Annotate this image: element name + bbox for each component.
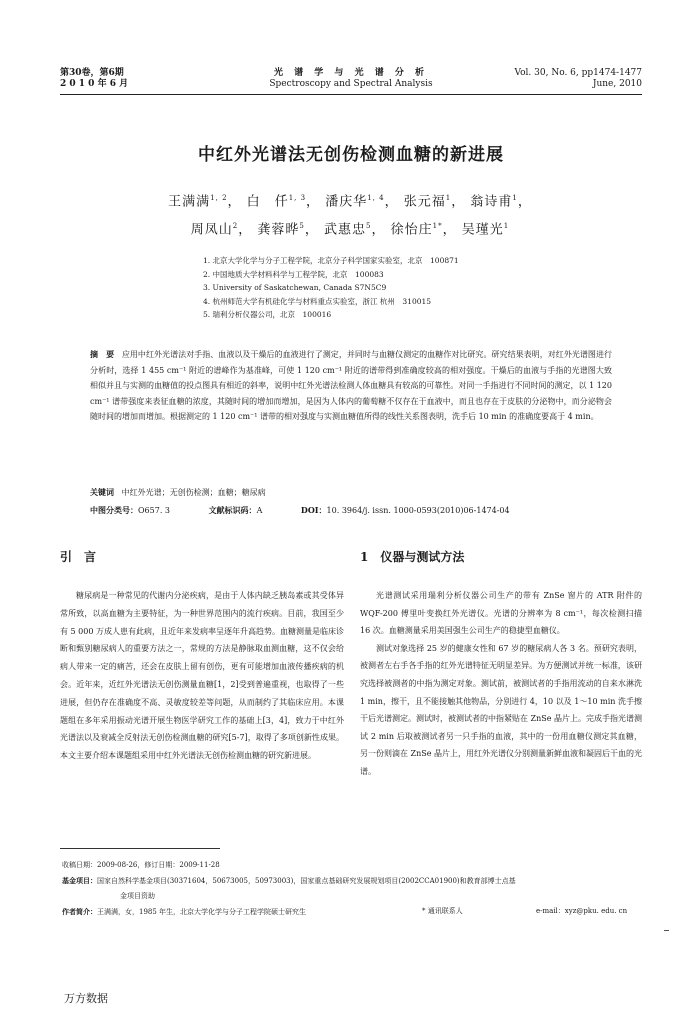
author-affil-mark: 1 (503, 222, 510, 231)
clc-code: O657. 3 (138, 506, 171, 515)
author-name: 徐怡庄 (390, 222, 433, 238)
doc-code: A (256, 506, 263, 515)
intro-paragraph: 糖尿病是一种常见的代谢内分泌疾病，是由于人体内缺乏胰岛素或其受体异常所致，以高血糖为主要特征，为一种世界范围内的流行疾病。目前，我国至少有 5 000 万成人患有此病，且近年来发病率呈逐年升高趋势。血糖测量是临床诊断和甄别糖尿病人的重要方法之一，常规的方法是静脉取血测血糖，这不仅会给病人带来一定的痛苦，还会在皮肤上留有创伤，更有可能增加血液传播疾病的机会。近年来，近红外光谱法无创伤测量血糖[1，2]受到普遍重视，也取得了一些进展，但仍存在准确度不高、灵敏度较差等问题，从而制约了其临床应用。本课题组在多年采用振动光谱开展生物医学研究工作的基础上[3，4]，致力于中红外光谱法以及衰减全反射法无创伤检测血糖的研究[5-7]，取得了多项创新性成果。本文主要介绍本课题组采用中红外光谱法无创伤检测血糖的研究新进展。 (60, 591, 344, 761)
author-name: 吴瑾光 (461, 222, 504, 238)
header-volume-cn: 第30卷，第6期 (60, 68, 124, 78)
methods-paragraph-2: 测试对象选择 25 岁的健康女性和 67 岁的糖尿病人各 3 名。预研究表明，被测者左右手各手指的红外光谱特征无明显差异。为方便测试并统一标准，该研究选择被测者的中指为测定对象。测试前，被测试者的手指用流动的自来水淋洗 1 min，擦干，且不能接触其他物品，分别进行 4，10 以及 1～10 min 洗手擦干后光谱测定。测试时，被测试者的中指紧贴在 ZnSe 晶片上。完成手指光谱测试 2 min 后取被测试者另一只手指的血液，其中的一份用血糖仪测定其血糖，另一份则滴在 ZnSe 晶片上，用红外光谱仪分别测量新鲜血液和凝固后干血的光谱。 (360, 643, 643, 776)
affiliation: 3. University of Saskatchewan, Canada S7N5C9 (203, 283, 387, 293)
affiliation: 5. 瑞利分析仪器公司，北京 100016 (203, 310, 332, 320)
author-name: 武惠忠 (324, 222, 367, 238)
clc-label: 中图分类号： (90, 505, 138, 515)
author-name: 龚蓉晔 (257, 222, 300, 238)
author-name: 翁诗甫 (470, 194, 513, 210)
doc-code-label: 文献标识码： (208, 505, 257, 515)
running-header (60, 68, 642, 92)
header-volume-info (514, 68, 642, 90)
funding-text: 国家自然科学基金项目(30371604，50673005，50973003)，国家重点基础研究发展规划项目(2002CCA01900)和教育部博士点基 (97, 877, 516, 885)
author-affil-mark: 1 (512, 194, 518, 202)
author-line-2: 周凤山$^2$， 龚蓉晔$^5$， 武惠忠$^5$， 徐怡庄$^{1*}$， 吴瑾光$^1$ (190, 222, 510, 238)
affiliation: 2. 中国地质大学材料科学与工程学院，北京 100083 (203, 269, 384, 279)
header-date-cn: 2 0 1 0 年 6 月 (60, 79, 129, 89)
section-heading-methods: 1 仪器与测试方法 (360, 550, 465, 564)
author-list (80, 186, 620, 243)
header-rule (60, 94, 642, 95)
keywords-label: 关键词 (90, 487, 114, 497)
author-name: 白 仟 (246, 194, 289, 210)
doi-value: 10. 3964/j. issn. 1000-0593(2010)06-1474-04 (326, 506, 510, 515)
page-mark (664, 930, 669, 931)
email-address: e-mail：xyz@pku. edu. cn (536, 907, 628, 915)
column-left (60, 548, 344, 765)
footnotes (62, 858, 640, 920)
author-affil-mark: 5 (366, 222, 372, 231)
header-journal-en: Spectroscopy and Spectral Analysis (269, 79, 433, 89)
paper-title: 中红外光谱法无创伤检测血糖的新进展 (198, 145, 504, 165)
author-affil-mark: 1 (445, 194, 452, 202)
doi-label: DOI： (300, 505, 327, 515)
footnote-funding-cont: 金项目资助 (120, 892, 155, 900)
footnote-rule (60, 848, 220, 849)
watermark-text: 万方数据 (64, 992, 108, 1005)
keywords-text: 中红外光谱；无创伤检测；血糖；糖尿病 (121, 488, 266, 497)
author-affil-mark: 1, 4 (367, 194, 385, 202)
author-affil-mark: 1, 3 (288, 194, 307, 202)
author-line-1: 王满满$^{1, 2}$， 白 仟$^{1, 3}$， 潘庆华$^{1, 4}$， 张元福$^1$， 翁诗甫$^1$， (168, 194, 532, 210)
keywords (90, 484, 612, 501)
header-journal-cn: 光 谱 学 与 光 谱 分 析 (274, 68, 428, 78)
footnote-received: 收稿日期：2009-08-26，修订日期：2009-11-28 (62, 861, 220, 869)
author-name: 王满满 (168, 194, 211, 210)
affiliation: 1. 北京大学化学与分子工程学院，北京分子科学国家实验室，北京 100871 (203, 256, 459, 265)
footnote-author-bio (62, 904, 640, 920)
classification-line (90, 502, 612, 519)
footnote-funding (62, 873, 640, 889)
abstract (90, 347, 612, 425)
author-name: 张元福 (403, 194, 446, 210)
abstract-text: 应用中红外光谱法对手指、血液以及干燥后的血液进行了测定，并同时与血糖仪测定的血糖作对比研究。研究结果表明，对红外光谱图进行分析时，选择 1 455 cm⁻¹ 附近的谱峰作为基准峰，可使 1 120 cm⁻¹ 附近的谱带得到准确度较高的相对强度。干燥后的血液与手指的光谱图大致相似并且与实测的血糖值的投点图具有相近的斜率，说明中红外光谱法检测人体血糖具有较高的可靠性。对同一手指进行不同时间的测定，以 1 120 cm⁻¹ 谱带强度来表征血糖的浓度，其随时间的增加而增加，是因为人体内的葡萄糖不仅存在于血液中，而且也存在于皮肤的分泌物中，而分泌物会随时间的增加而增加。根据测定的 1 120 cm⁻¹ 谱带的相对强度与实测血糖值所得的线性关系图表明，洗手后 10 min 的准确度要高于 4 min。 (90, 350, 612, 422)
bio-label: 作者简介： (62, 907, 97, 916)
header-volume-en: Vol. 30, No. 6, pp1474-1477 (514, 68, 642, 78)
author-name: 周凤山 (190, 222, 233, 238)
author-affil-mark: 5 (299, 222, 305, 231)
section-heading-intro: 引 言 (60, 550, 97, 564)
methods-paragraph-1: 光谱测试采用瑞利分析仪器公司生产的带有 ZnSe 窗片的 ATR 附件的 WQF-200 傅里叶变换红外光谱仪。光谱的分辨率为 8 cm⁻¹，每次检测扫描 16 次。血糖测量采用美国强生公司生产的稳捷型血糖仪。 (360, 591, 642, 636)
author-affil-mark: 1* (432, 222, 443, 231)
header-date-en: June, 2010 (592, 79, 642, 89)
column-right (360, 548, 642, 781)
funding-label: 基金项目： (62, 876, 97, 885)
affiliation-list (203, 254, 640, 322)
author-name: 潘庆华 (325, 194, 368, 210)
bio-text: 王满满，女，1985 年生，北京大学化学与分子工程学院硕士研究生 (97, 908, 307, 916)
affiliation: 4. 杭州师范大学有机硅化学与材料重点实验室，浙江 杭州 310015 (203, 296, 432, 306)
abstract-label: 摘 要 (90, 349, 115, 359)
corresponding-author: * 通讯联系人 (422, 907, 463, 915)
author-affil-mark: 2 (232, 222, 239, 231)
author-affil-mark: 1, 2 (210, 194, 228, 202)
